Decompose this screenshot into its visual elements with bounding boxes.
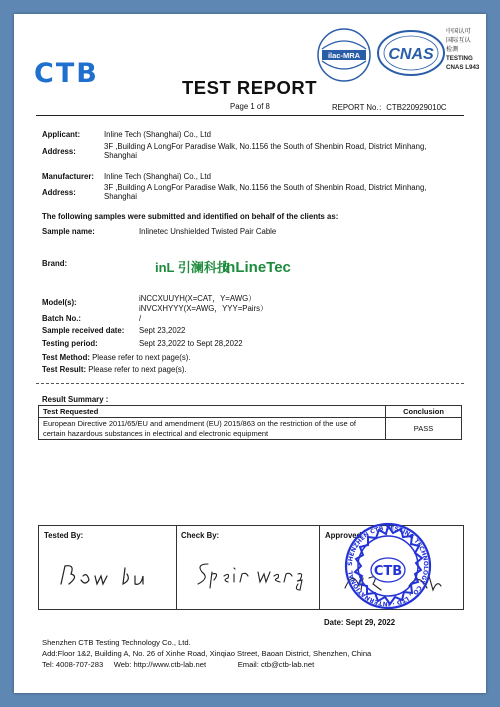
stamp-center-text: CTB xyxy=(373,564,403,579)
manufacturer-value: Inline Tech (Shanghai) Co., Ltd xyxy=(104,172,211,181)
header-divider xyxy=(36,115,464,116)
received-value: Sept 23,2022 xyxy=(139,326,186,335)
brand-logo-cn: inL 引澜科技 xyxy=(155,260,230,275)
test-method-label: Test Method: xyxy=(42,353,90,362)
samples-intro: The following samples were submitted and identified on behalf of the clients as: xyxy=(42,212,339,221)
ctb-stamp xyxy=(340,518,436,614)
applicant-address-line1: 3F ,Building A LongFor Paradise Walk, No.1156 the South of Shenbin Road, District Minhang, xyxy=(104,142,427,151)
table-header-row xyxy=(39,406,462,418)
test-method-value: Please refer to next page(s). xyxy=(89,353,191,362)
received-label: Sample received date: xyxy=(42,326,125,335)
footer-web[interactable]: Web: http://www.ctb-lab.net xyxy=(113,660,207,669)
sample-name-label: Sample name: xyxy=(42,227,95,236)
row-requested-line2: certain hazardous substances in electrical and electronic equipment xyxy=(43,428,269,438)
batch-value: / xyxy=(139,314,142,323)
manufacturer-address-line1: 3F ,Building A LongFor Paradise Walk, No.1156 the South of Shenbin Road, District Minhang, xyxy=(104,183,427,192)
signature-divider xyxy=(176,526,177,609)
ilac-mra-logo xyxy=(316,27,372,83)
applicant-value: Inline Tech (Shanghai) Co., Ltd xyxy=(104,130,211,139)
test-result-value: Please refer to next page(s). xyxy=(86,365,187,374)
model-line1: iNCCXUUYH(X=CAT，Y=AWG） xyxy=(139,294,256,303)
tester-signature xyxy=(57,560,157,592)
cnas-logo xyxy=(376,28,446,78)
test-method xyxy=(42,353,190,362)
footer-tel: Tel: 4008-707-283 xyxy=(42,660,104,669)
model-line2: iNVCXHYYY(X=AWG，YYY=Pairs） xyxy=(139,304,268,313)
cnas-side-text xyxy=(446,27,479,72)
applicant-label: Applicant: xyxy=(42,130,81,139)
report-number: REPORT No.：CTB220929010C xyxy=(332,103,447,112)
sample-name-value: Inlinetec Unshielded Twisted Pair Cable xyxy=(139,227,277,236)
cnas-side-line: TESTING xyxy=(446,55,473,62)
footer-email[interactable]: Email: ctb@ctb-lab.net xyxy=(237,660,315,669)
models-label: Model(s): xyxy=(42,298,77,307)
cnas-side-line: 检测 xyxy=(446,46,459,53)
table-row xyxy=(39,418,462,440)
signature-divider xyxy=(319,526,320,609)
tested-by-label: Tested By: xyxy=(44,531,84,540)
page-number: Page 1 of 8 xyxy=(230,102,270,111)
brand-logo-en: inLineTec xyxy=(222,259,291,276)
report-date: Date: Sept 29, 2022 xyxy=(324,618,396,627)
report-title: TEST REPORT xyxy=(182,77,318,98)
manufacturer-label: Manufacturer: xyxy=(42,172,94,181)
row-requested-line1: European Directive 2011/65/EU and amendment (EU) 2015/863 on the restriction of the use of xyxy=(43,419,356,428)
header-conclusion: Conclusion xyxy=(386,406,462,418)
manufacturer-address-label: Address: xyxy=(42,188,76,197)
footer-company: Shenzhen CTB Testing Technology Co., Ltd. xyxy=(42,638,191,647)
applicant-address-line2: Shanghai xyxy=(104,151,137,160)
testing-period-value: Sept 23,2022 to Sept 28,2022 xyxy=(139,339,243,348)
footer xyxy=(42,637,371,670)
section-divider xyxy=(36,383,464,384)
report-sheet xyxy=(14,14,486,693)
row-conclusion: PASS xyxy=(386,418,462,440)
cnas-side-line: 国际互认 xyxy=(446,37,471,44)
cnas-side-line: CNAS L943 xyxy=(446,64,480,71)
header-test-requested: Test Requested xyxy=(39,406,386,418)
cnas-side-line: 中国认可 xyxy=(446,28,471,35)
check-by-label: Check By: xyxy=(181,531,220,540)
manufacturer-address-line2: Shanghai xyxy=(104,192,137,201)
row-requested-cell xyxy=(39,418,386,440)
batch-label: Batch No.: xyxy=(42,314,81,323)
test-result-label: Test Result: xyxy=(42,365,87,374)
ctb-logo: CTB xyxy=(34,58,99,89)
footer-address: Add:Floor 1&2, Building A, No. 26 of Xinhe Road, Xinqiao Street, Baoan District, Shenzhen, China xyxy=(42,649,372,658)
ilac-logo-text: ilac-MRA xyxy=(327,51,361,60)
approved-label: Approved xyxy=(325,531,362,540)
test-result xyxy=(42,365,187,374)
brand-label: Brand: xyxy=(42,259,68,268)
stamp-ring-text: SHENZHEN CTB TESTING TECHNOLOGY CO., LTD · INTERNATIONAL xyxy=(346,524,430,608)
applicant-address-label: Address: xyxy=(42,147,76,156)
checker-signature xyxy=(194,556,309,592)
cnas-logo-text: CNAS xyxy=(388,46,434,63)
result-summary-table xyxy=(38,405,462,440)
summary-title: Result Summary : xyxy=(42,395,109,404)
footer-contact xyxy=(42,659,371,670)
testing-period-label: Testing period: xyxy=(42,339,98,348)
